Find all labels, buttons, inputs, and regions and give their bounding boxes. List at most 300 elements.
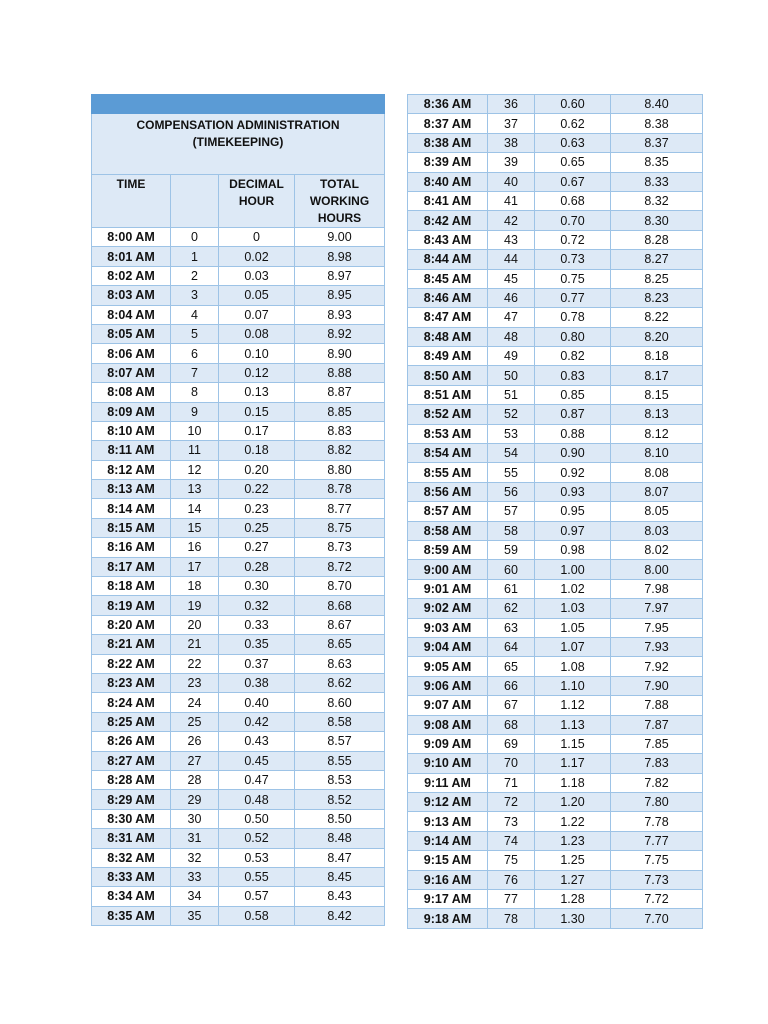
total-hours-cell: 8.78 [295,480,385,499]
table-row [92,751,385,770]
table-row [92,305,385,324]
minutes-cell: 52 [488,405,535,424]
decimal-hour-cell: 0.47 [219,770,295,789]
minutes-cell: 13 [171,480,219,499]
time-cell: 8:24 AM [92,693,171,712]
time-cell: 8:59 AM [408,540,488,559]
decimal-hour-cell: 0.88 [535,424,611,443]
minutes-cell: 66 [488,676,535,695]
total-hours-cell: 8.65 [295,635,385,654]
minutes-cell: 68 [488,715,535,734]
minutes-cell: 22 [171,654,219,673]
minutes-cell: 33 [171,867,219,886]
table-row [92,441,385,460]
total-hours-cell: 8.80 [295,460,385,479]
decimal-hour-cell: 0.65 [535,153,611,172]
decimal-hour-cell: 0.43 [219,732,295,751]
decimal-hour-cell: 1.03 [535,599,611,618]
decimal-hour-cell: 1.15 [535,734,611,753]
table-row [408,347,703,366]
total-hours-cell: 9.00 [295,228,385,247]
decimal-hour-cell: 0.37 [219,654,295,673]
table-row [408,444,703,463]
minutes-cell: 45 [488,269,535,288]
total-hours-cell: 8.52 [295,790,385,809]
decimal-hour-cell: 0.48 [219,790,295,809]
total-hours-cell: 7.80 [611,793,703,812]
minutes-cell: 67 [488,696,535,715]
time-cell: 8:57 AM [408,502,488,521]
total-hours-cell: 8.30 [611,211,703,230]
minutes-cell: 10 [171,421,219,440]
decimal-hour-cell: 1.12 [535,696,611,715]
total-hours-cell: 8.40 [611,95,703,114]
decimal-hour-cell: 1.30 [535,909,611,928]
table-row [92,383,385,402]
minutes-cell: 78 [488,909,535,928]
total-hours-cell: 8.98 [295,247,385,266]
table-row [408,502,703,521]
table-row [408,851,703,870]
table-row [408,133,703,152]
total-hours-cell: 8.57 [295,732,385,751]
minutes-cell: 64 [488,637,535,656]
total-hours-cell: 7.72 [611,890,703,909]
decimal-hour-cell: 0.42 [219,712,295,731]
time-cell: 8:14 AM [92,499,171,518]
time-cell: 8:21 AM [92,635,171,654]
col-header-decimal [219,175,295,228]
col-total-line-2: WORKING [309,194,370,208]
time-cell: 9:01 AM [408,579,488,598]
minutes-cell: 50 [488,366,535,385]
table-row [92,596,385,615]
time-cell: 8:28 AM [92,770,171,789]
time-cell: 8:45 AM [408,269,488,288]
minutes-cell: 9 [171,402,219,421]
time-cell: 8:33 AM [92,867,171,886]
time-cell: 8:00 AM [92,228,171,247]
total-hours-cell: 7.98 [611,579,703,598]
total-hours-cell: 7.92 [611,657,703,676]
time-cell: 8:22 AM [92,654,171,673]
minutes-cell: 54 [488,444,535,463]
time-cell: 8:42 AM [408,211,488,230]
minutes-cell: 15 [171,518,219,537]
minutes-cell: 11 [171,441,219,460]
table-row [408,191,703,210]
time-cell: 8:56 AM [408,482,488,501]
table-title [92,114,385,175]
decimal-hour-cell: 0.18 [219,441,295,460]
table-row [408,618,703,637]
col-header-minutes [171,175,219,228]
decimal-hour-cell: 1.02 [535,579,611,598]
decimal-hour-cell: 0.12 [219,363,295,382]
decimal-hour-cell: 0.40 [219,693,295,712]
decimal-hour-cell: 0.98 [535,540,611,559]
time-cell: 9:05 AM [408,657,488,676]
time-cell: 8:43 AM [408,230,488,249]
time-cell: 8:23 AM [92,673,171,692]
total-hours-cell: 8.93 [295,305,385,324]
table-row [92,693,385,712]
table-row [92,538,385,557]
table-row [408,870,703,889]
table-row [92,712,385,731]
total-hours-cell: 7.75 [611,851,703,870]
time-cell: 8:51 AM [408,385,488,404]
table-row [408,812,703,831]
decimal-hour-cell: 0.50 [219,809,295,828]
time-cell: 8:18 AM [92,577,171,596]
decimal-hour-cell: 1.20 [535,793,611,812]
minutes-cell: 25 [171,712,219,731]
time-cell: 8:46 AM [408,288,488,307]
col-time-label: TIME [116,177,146,191]
table-row [92,654,385,673]
total-hours-cell: 8.20 [611,327,703,346]
time-cell: 9:03 AM [408,618,488,637]
table-row [92,673,385,692]
table-row [92,460,385,479]
table-row [408,773,703,792]
title-row [92,114,385,175]
total-hours-cell: 8.48 [295,829,385,848]
total-hours-cell: 8.13 [611,405,703,424]
table-row [92,887,385,906]
minutes-cell: 63 [488,618,535,637]
total-hours-cell: 8.88 [295,363,385,382]
time-cell: 8:36 AM [408,95,488,114]
total-hours-cell: 7.93 [611,637,703,656]
total-hours-cell: 8.32 [611,191,703,210]
table-row [92,286,385,305]
time-cell: 8:35 AM [92,906,171,925]
total-hours-cell: 7.85 [611,734,703,753]
time-cell: 8:12 AM [92,460,171,479]
table-row [92,518,385,537]
minutes-cell: 36 [488,95,535,114]
total-hours-cell: 8.45 [295,867,385,886]
decimal-hour-cell: 0.28 [219,557,295,576]
table-row [408,424,703,443]
minutes-cell: 27 [171,751,219,770]
time-cell: 8:44 AM [408,250,488,269]
col-total-line-3: HOURS [317,211,362,225]
minutes-cell: 20 [171,615,219,634]
decimal-hour-cell: 0.95 [535,502,611,521]
total-hours-cell: 8.38 [611,114,703,133]
total-hours-cell: 7.95 [611,618,703,637]
time-cell: 8:13 AM [92,480,171,499]
minutes-cell: 71 [488,773,535,792]
table-row [408,560,703,579]
table-row [408,269,703,288]
minutes-cell: 5 [171,324,219,343]
time-cell: 8:32 AM [92,848,171,867]
minutes-cell: 55 [488,463,535,482]
time-cell: 8:10 AM [92,421,171,440]
time-cell: 8:02 AM [92,266,171,285]
table-row [408,637,703,656]
time-cell: 8:26 AM [92,732,171,751]
table-row [408,521,703,540]
total-hours-cell: 7.87 [611,715,703,734]
time-cell: 8:20 AM [92,615,171,634]
time-cell: 8:05 AM [92,324,171,343]
time-cell: 8:16 AM [92,538,171,557]
time-cell: 8:17 AM [92,557,171,576]
total-hours-cell: 8.10 [611,444,703,463]
minutes-cell: 53 [488,424,535,443]
time-cell: 9:10 AM [408,754,488,773]
table-row [408,153,703,172]
decimal-hour-cell: 0.75 [535,269,611,288]
total-hours-cell: 8.05 [611,502,703,521]
decimal-hour-cell: 0.52 [219,829,295,848]
time-cell: 8:55 AM [408,463,488,482]
total-hours-cell: 8.68 [295,596,385,615]
table-row [408,327,703,346]
minutes-cell: 18 [171,577,219,596]
minutes-cell: 44 [488,250,535,269]
decimal-hour-cell: 0.70 [535,211,611,230]
column-header-row [92,175,385,228]
decimal-hour-cell: 0.32 [219,596,295,615]
table-row [408,385,703,404]
total-hours-cell: 8.18 [611,347,703,366]
decimal-hour-cell: 0.97 [535,521,611,540]
total-hours-cell: 7.88 [611,696,703,715]
decimal-hour-cell: 0.87 [535,405,611,424]
time-cell: 8:53 AM [408,424,488,443]
time-cell: 8:03 AM [92,286,171,305]
minutes-cell: 76 [488,870,535,889]
time-cell: 8:27 AM [92,751,171,770]
minutes-cell: 37 [488,114,535,133]
minutes-cell: 57 [488,502,535,521]
time-cell: 8:15 AM [92,518,171,537]
minutes-cell: 32 [171,848,219,867]
time-cell: 8:39 AM [408,153,488,172]
decimal-hour-cell: 1.17 [535,754,611,773]
minutes-cell: 77 [488,890,535,909]
table-row [408,211,703,230]
table-row [92,867,385,886]
left-table-body [92,95,385,926]
col-header-total [295,175,385,228]
time-cell: 9:07 AM [408,696,488,715]
minutes-cell: 29 [171,790,219,809]
total-hours-cell: 8.58 [295,712,385,731]
table-row [408,366,703,385]
table-row [408,230,703,249]
total-hours-cell: 8.42 [295,906,385,925]
total-hours-cell: 8.97 [295,266,385,285]
decimal-hour-cell: 0.57 [219,887,295,906]
decimal-hour-cell: 0.78 [535,308,611,327]
decimal-hour-cell: 1.23 [535,831,611,850]
decimal-hour-cell: 0.25 [219,518,295,537]
table-row [92,266,385,285]
time-cell: 8:37 AM [408,114,488,133]
minutes-cell: 1 [171,247,219,266]
minutes-cell: 30 [171,809,219,828]
total-hours-cell: 8.90 [295,344,385,363]
time-cell: 9:11 AM [408,773,488,792]
total-hours-cell: 8.87 [295,383,385,402]
table-row [408,890,703,909]
time-cell: 9:15 AM [408,851,488,870]
decimal-hour-cell: 1.18 [535,773,611,792]
table-row [92,363,385,382]
total-hours-cell: 8.73 [295,538,385,557]
time-cell: 9:13 AM [408,812,488,831]
decimal-hour-cell: 0.17 [219,421,295,440]
minutes-cell: 28 [171,770,219,789]
total-hours-cell: 8.75 [295,518,385,537]
total-hours-cell: 8.53 [295,770,385,789]
decimal-hour-cell: 0.90 [535,444,611,463]
decimal-hour-cell: 0.67 [535,172,611,191]
total-hours-cell: 8.47 [295,848,385,867]
table-row [92,421,385,440]
total-hours-cell: 8.12 [611,424,703,443]
total-hours-cell: 8.95 [295,286,385,305]
total-hours-cell: 8.02 [611,540,703,559]
time-cell: 8:40 AM [408,172,488,191]
table-row [408,114,703,133]
total-hours-cell: 7.82 [611,773,703,792]
minutes-cell: 17 [171,557,219,576]
minutes-cell: 34 [171,887,219,906]
decimal-hour-cell: 0.05 [219,286,295,305]
minutes-cell: 6 [171,344,219,363]
minutes-cell: 38 [488,133,535,152]
time-cell: 9:14 AM [408,831,488,850]
decimal-hour-cell: 0.77 [535,288,611,307]
table-row [92,790,385,809]
decimal-hour-cell: 1.08 [535,657,611,676]
decimal-hour-cell: 1.22 [535,812,611,831]
total-hours-cell: 8.83 [295,421,385,440]
total-hours-cell: 7.73 [611,870,703,889]
decimal-hour-cell: 1.27 [535,870,611,889]
minutes-cell: 42 [488,211,535,230]
title-line-2: (TIMEKEEPING) [192,135,284,149]
decimal-hour-cell: 0.20 [219,460,295,479]
table-row [408,831,703,850]
table-row [92,402,385,421]
minutes-cell: 40 [488,172,535,191]
decimal-hour-cell: 0.23 [219,499,295,518]
total-hours-cell: 8.28 [611,230,703,249]
time-cell: 8:52 AM [408,405,488,424]
table-row [92,499,385,518]
total-hours-cell: 8.67 [295,615,385,634]
timekeeping-table-left [91,94,385,926]
minutes-cell: 31 [171,829,219,848]
time-cell: 8:31 AM [92,829,171,848]
decimal-hour-cell: 0 [219,228,295,247]
decimal-hour-cell: 0.92 [535,463,611,482]
table-row [92,480,385,499]
minutes-cell: 48 [488,327,535,346]
minutes-cell: 4 [171,305,219,324]
table-row [408,793,703,812]
table-row [408,95,703,114]
minutes-cell: 3 [171,286,219,305]
time-cell: 8:47 AM [408,308,488,327]
minutes-cell: 0 [171,228,219,247]
table-row [92,615,385,634]
time-cell: 9:12 AM [408,793,488,812]
minutes-cell: 56 [488,482,535,501]
table-row [92,732,385,751]
minutes-cell: 69 [488,734,535,753]
minutes-cell: 41 [488,191,535,210]
decimal-hour-cell: 0.82 [535,347,611,366]
total-hours-cell: 8.77 [295,499,385,518]
total-hours-cell: 8.07 [611,482,703,501]
time-cell: 9:02 AM [408,599,488,618]
minutes-cell: 12 [171,460,219,479]
col-decimal-line-1: DECIMAL [229,177,284,191]
total-hours-cell: 8.70 [295,577,385,596]
minutes-cell: 2 [171,266,219,285]
total-hours-cell: 8.15 [611,385,703,404]
decimal-hour-cell: 0.85 [535,385,611,404]
table-row [92,809,385,828]
time-cell: 8:19 AM [92,596,171,615]
total-hours-cell: 8.22 [611,308,703,327]
col-header-time [92,175,171,228]
minutes-cell: 59 [488,540,535,559]
time-cell: 9:17 AM [408,890,488,909]
total-hours-cell: 8.43 [295,887,385,906]
minutes-cell: 70 [488,754,535,773]
minutes-cell: 61 [488,579,535,598]
table-row [408,599,703,618]
minutes-cell: 43 [488,230,535,249]
decimal-hour-cell: 0.45 [219,751,295,770]
table-row [408,288,703,307]
table-row [408,579,703,598]
time-cell: 8:41 AM [408,191,488,210]
table-row [92,228,385,247]
decimal-hour-cell: 0.73 [535,250,611,269]
decimal-hour-cell: 1.13 [535,715,611,734]
total-hours-cell: 8.60 [295,693,385,712]
total-hours-cell: 8.17 [611,366,703,385]
decimal-hour-cell: 1.05 [535,618,611,637]
total-hours-cell: 7.77 [611,831,703,850]
minutes-cell: 73 [488,812,535,831]
minutes-cell: 24 [171,693,219,712]
time-cell: 8:49 AM [408,347,488,366]
total-hours-cell: 8.25 [611,269,703,288]
table-row [92,829,385,848]
time-cell: 8:54 AM [408,444,488,463]
decimal-hour-cell: 0.58 [219,906,295,925]
total-hours-cell: 8.62 [295,673,385,692]
minutes-cell: 46 [488,288,535,307]
total-hours-cell: 7.90 [611,676,703,695]
table-row [408,734,703,753]
decimal-hour-cell: 0.02 [219,247,295,266]
time-cell: 8:25 AM [92,712,171,731]
